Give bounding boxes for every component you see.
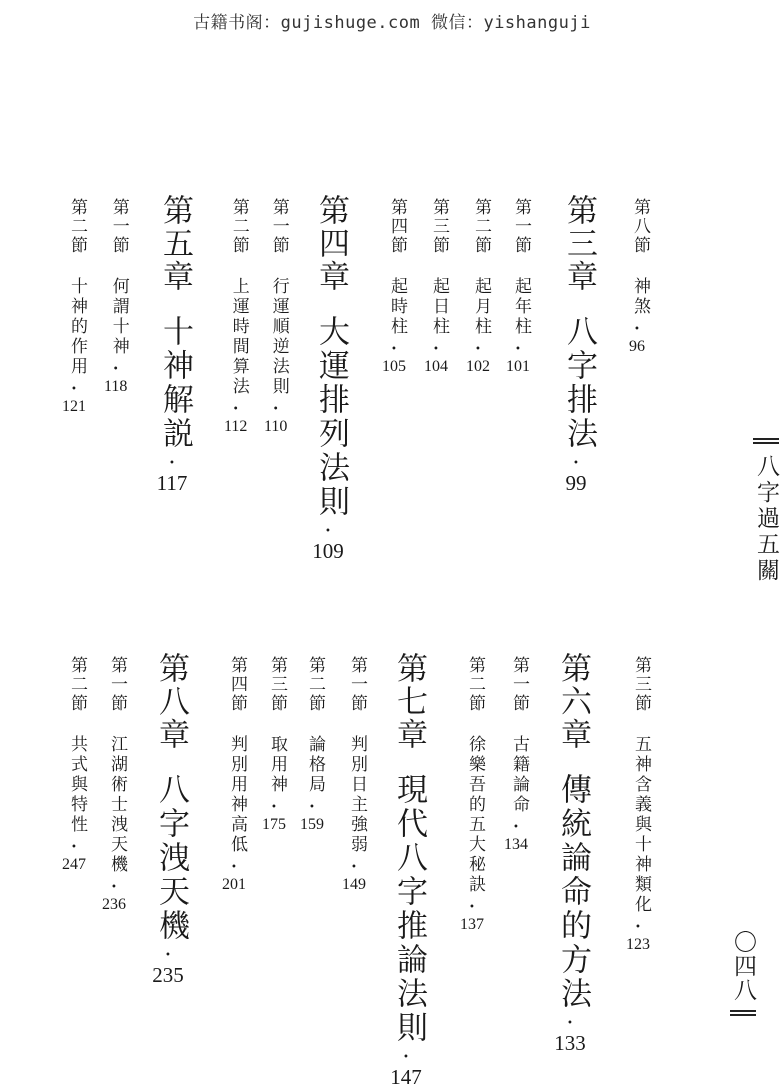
site-watermark-header: 古籍书阁：gujishuge.com 微信：yishanguji	[193, 13, 591, 33]
toc-entry[interactable]	[626, 198, 648, 355]
chapter-title: 現代八字推論法則	[391, 773, 427, 1045]
entry-dot: •	[515, 344, 521, 355]
entry-title: 十神的作用	[67, 277, 87, 377]
entry-dot: •	[232, 404, 239, 415]
toc-entry[interactable]	[264, 198, 287, 435]
toc-entry[interactable]	[62, 198, 86, 415]
toc-entry[interactable]	[626, 656, 650, 953]
chapter-title: 八字洩天機	[153, 773, 189, 943]
entry-title: 神煞	[630, 277, 650, 317]
entry-page: 137	[460, 916, 484, 933]
chapter-label: 第八章	[153, 652, 189, 751]
book-title: 八字過五關	[753, 454, 779, 584]
toc-entry[interactable]	[262, 656, 286, 833]
entry-dot: •	[351, 862, 357, 873]
chapter-label: 第三章	[561, 194, 597, 293]
entry-page: 105	[382, 358, 406, 375]
chapter-page: 109	[312, 539, 344, 563]
chapter-title: 八字排法	[561, 315, 597, 451]
chapter-page: 99	[565, 471, 587, 495]
toc-entry[interactable]	[102, 656, 126, 913]
entry-dot: •	[513, 822, 519, 833]
entry-page: 112	[224, 418, 248, 435]
entry-page: 118	[104, 378, 128, 395]
chapter-page: 147	[390, 1065, 422, 1089]
entry-dot: •	[271, 802, 277, 813]
entry-title: 判別日主強弱	[347, 735, 367, 855]
entry-title: 判別用神高低	[227, 735, 247, 855]
entry-label: 第三節	[267, 656, 287, 713]
toc-entry[interactable]	[62, 656, 86, 873]
page-number: 〇四八	[730, 930, 756, 1002]
entry-title: 起時柱	[387, 277, 407, 337]
entry-label: 第二節	[305, 656, 325, 713]
entry-title: 徐樂吾的五大秘訣	[465, 735, 485, 895]
entry-title: 行運順逆法則	[268, 277, 289, 397]
entry-page: 175	[262, 816, 286, 833]
entry-page: 134	[504, 836, 528, 853]
toc-chapter[interactable]	[388, 652, 427, 1089]
chapter-label: 第四章	[313, 194, 349, 293]
toc-entry[interactable]	[466, 198, 490, 375]
toc-entry[interactable]	[460, 656, 484, 933]
entry-label: 第一節	[268, 198, 289, 255]
toc-entry[interactable]	[342, 656, 366, 893]
entry-label: 第二節	[67, 198, 87, 255]
toc-entry[interactable]	[424, 198, 448, 375]
toc-entry[interactable]	[504, 656, 528, 853]
toc-entry[interactable]	[300, 656, 324, 833]
entry-page: 104	[424, 358, 448, 375]
toc-entry[interactable]	[224, 198, 247, 435]
entry-dot: •	[634, 324, 640, 335]
chapter-label: 第五章	[157, 194, 193, 293]
entry-dot: •	[309, 802, 315, 813]
entry-page: 96	[629, 338, 645, 355]
entry-page: 159	[300, 816, 324, 833]
entry-dot: •	[391, 344, 397, 355]
entry-label: 第二節	[465, 656, 485, 713]
toc-entry[interactable]	[222, 656, 246, 893]
entry-label: 第二節	[67, 656, 87, 713]
entry-dot: •	[403, 1052, 409, 1063]
entry-dot: •	[231, 862, 237, 873]
entry-dot: •	[325, 526, 331, 537]
entry-dot: •	[433, 344, 439, 355]
chapter-title: 大運排列法則	[313, 315, 349, 519]
entry-label: 第四節	[387, 198, 407, 255]
toc-chapter[interactable]	[150, 652, 189, 987]
entry-dot: •	[635, 922, 641, 933]
chapter-page: 133	[554, 1031, 586, 1055]
toc-entry[interactable]	[382, 198, 406, 375]
entry-dot: •	[169, 458, 175, 469]
entry-label: 第一節	[511, 198, 531, 255]
page-number-margin	[708, 930, 777, 1016]
entry-label: 第一節	[107, 656, 127, 713]
chapter-label: 第七章	[391, 652, 427, 751]
entry-page: 236	[102, 896, 126, 913]
toc-chapter[interactable]	[552, 652, 591, 1055]
chapter-page: 117	[156, 471, 188, 495]
entry-dot: •	[573, 458, 579, 469]
entry-dot: •	[567, 1018, 573, 1029]
entry-label: 第四節	[227, 656, 247, 713]
entry-dot: •	[111, 882, 117, 893]
entry-page: 102	[466, 358, 490, 375]
entry-title: 論格局	[305, 735, 325, 795]
entry-label: 第三節	[631, 656, 651, 713]
entry-label: 第一節	[509, 656, 529, 713]
entry-label: 第八節	[630, 198, 650, 255]
entry-title: 共式與特性	[67, 735, 87, 835]
toc-chapter[interactable]	[154, 194, 193, 495]
page-number-rule	[730, 1010, 756, 1016]
entry-title: 江湖術士洩天機	[107, 735, 127, 875]
entry-title: 起月柱	[471, 277, 491, 337]
entry-dot: •	[165, 950, 171, 961]
entry-title: 何謂十神	[108, 277, 129, 357]
entry-label: 第二節	[228, 198, 249, 255]
entry-label: 第二節	[471, 198, 491, 255]
entry-page: 247	[62, 856, 86, 873]
entry-dot: •	[469, 902, 475, 913]
book-title-margin	[708, 438, 784, 584]
entry-dot: •	[272, 404, 279, 415]
toc-chapter[interactable]	[310, 194, 349, 563]
entry-title: 取用神	[267, 735, 287, 795]
entry-dot: •	[112, 364, 119, 375]
entry-title: 五神含義與十神類化	[631, 735, 651, 915]
toc-entry[interactable]	[104, 198, 127, 395]
chapter-title: 傳統論命的方法	[555, 773, 591, 1011]
entry-page: 110	[264, 418, 288, 435]
chapter-label: 第六章	[555, 652, 591, 751]
entry-label: 第一節	[347, 656, 367, 713]
title-rule	[753, 438, 779, 444]
toc-entry[interactable]	[506, 198, 530, 375]
entry-page: 121	[62, 398, 86, 415]
chapter-title: 十神解説	[157, 315, 193, 451]
toc-chapter[interactable]	[558, 194, 597, 495]
entry-title: 起日柱	[429, 277, 449, 337]
entry-dot: •	[71, 842, 77, 853]
entry-label: 第三節	[429, 198, 449, 255]
entry-label: 第一節	[108, 198, 129, 255]
entry-dot: •	[71, 384, 77, 395]
entry-title: 古籍論命	[509, 735, 529, 815]
entry-page: 201	[222, 876, 246, 893]
entry-page: 149	[342, 876, 366, 893]
entry-page: 101	[506, 358, 530, 375]
entry-title: 起年柱	[511, 277, 531, 337]
entry-dot: •	[475, 344, 481, 355]
chapter-page: 235	[152, 963, 184, 987]
entry-title: 上運時間算法	[228, 277, 249, 397]
entry-page: 123	[626, 936, 650, 953]
